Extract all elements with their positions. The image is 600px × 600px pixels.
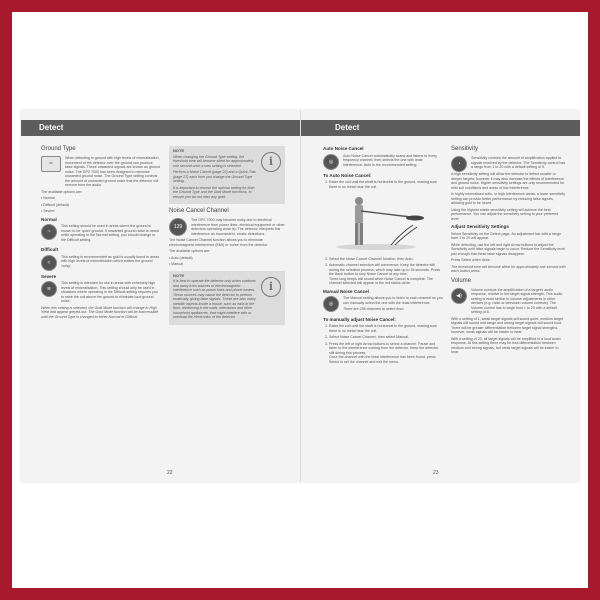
auto-step-3-text: Automatic channel selection will commence. Keep the detector still during the selection process, which may take up to 35 seconds. Press the Back button to stop Noise Cancel at any time. (329, 263, 441, 276)
note1-text2: Perform a Noise Cancel (page 23) and a Quick-Trak (page 27) each time you change the Ground Type setting. (173, 170, 256, 183)
photo-frame (12, 12, 588, 588)
channel-badge-icon: 129 (169, 218, 187, 236)
adjust-text2: While detecting, use the left and right Arrow buttons to adjust the Sensitivity until false signals begin to occur. Reduce the Sensitivity level just enough that these false signals disappear. (451, 242, 565, 256)
volume-text3: With a setting of 20, all target signals will be amplified to a loud audio response. At this setting there may be less differentiation between medium and strong signals, but weak target signals will be easier to hear. (451, 336, 561, 354)
manual-spread (21, 110, 579, 482)
note-ground-type (169, 146, 285, 204)
manual-step-2: 2. Select Noise Cancel Channel, then select Manual. (329, 335, 443, 340)
info-icon: i (261, 277, 281, 297)
auto-noise-title: Auto Noise Cancel (323, 146, 364, 151)
auto-noise-subtitle: To Auto Noise Cancel: (323, 172, 372, 178)
normal-title: Normal (41, 216, 57, 222)
volume-text1: Volume controls the amplification of a target's audio response, relative to the target signal strength. This audio setting is most similar to volume adjustments in other devices (e.g. radio or television volume controls). The Volume control has a range from 1 to 20 with a default setting of 8. (471, 287, 563, 314)
note-label: NOTE (173, 148, 185, 153)
adjust-italic: The threshold tone will become silent for approximately one second with each button press. (451, 264, 566, 273)
right-column-1 (323, 146, 443, 366)
option-difficult: • Difficult (default) (41, 202, 70, 207)
noise-cancel-channel-title: Noise Cancel Channel (169, 208, 229, 214)
auto-noise-icon: ◎ (323, 154, 339, 170)
left-header-title: Detect (39, 123, 64, 132)
manual-noise-text: The Manual setting allows you to listen to each channel so you can manually select the one with the least interference. (343, 296, 443, 305)
volume-text2: With a setting of 1, weak target signals will sound quiet, medium target signals will sound mid-range and strong target signals will sound loud. There will be greater differentiation between target signal strengths, however, weak signals will be harder to hear. (451, 316, 564, 334)
adjust-sensitivity-title: Adjust Sensitivity Settings (451, 224, 509, 229)
ground-type-title: Ground Type (41, 146, 76, 152)
note1-text3: It is important to choose the optimal setting for both the Ground Type and the Gold Mode functions, to ensure you do not miss any gold. (173, 185, 255, 199)
note1-text1: When changing the Ground Type setting, the threshold tone will become silent for approximately one second once a new setting is selected. (173, 154, 254, 168)
page-number-left: 22 (167, 470, 173, 476)
option-severe: • Severe (41, 209, 55, 213)
severe-italic: When this setting is selected, the Gold Mode function will change to High Yield and appear greyed-out. The Gold Mode function will be inaccessible until the Ground Type is changed to either Normal or Difficult. (41, 305, 159, 319)
severe-title: Severe (41, 273, 57, 279)
info-icon: i (261, 152, 281, 172)
auto-step-3 (329, 263, 443, 286)
ground-type-icon: ≈ (41, 156, 61, 172)
right-header-title: Detect (335, 123, 360, 132)
volume-title: Volume (451, 277, 472, 284)
right-page (300, 110, 580, 482)
manual-noise-icon: ◎ (323, 296, 339, 312)
page-number-right: 23 (433, 470, 439, 476)
noise-channel-options-intro: The available options are: (169, 249, 211, 253)
manual-noise-title: Manual Noise Cancel (323, 288, 369, 294)
option-auto: • Auto (default) (169, 255, 193, 260)
sensitivity-text1: Sensitivity controls the amount of amplification applied to signals received by the detector. The Sensitivity control has a range from 1 to 20 with a default setting of 9. (471, 156, 566, 169)
difficult-ground-icon: ≈ (41, 255, 57, 271)
left-page (21, 110, 300, 482)
volume-icon: ◀) (451, 288, 467, 304)
right-column-2 (451, 146, 567, 357)
detector-user-illustration (331, 193, 427, 251)
sensitivity-text3: In highly mineralised soils, or high interference areas, a lower sensitivity setting can provide better performance by reducing false signals, allowing gold to be heard. (451, 192, 566, 205)
auto-step-3b-text: Three long beeps will sound when Noise Cancel is complete. The channel selected will appear in the red status circle. (329, 276, 434, 285)
manual-step-3 (329, 342, 443, 365)
option-normal: • Normal (41, 196, 55, 200)
normal-text: This setting should be used in areas where the ground is known to be 'quiet' ground. If unwanted ground noise is heard while operating in the Normal setting, you should change to the Difficult setting. (61, 224, 159, 242)
noise-channel-text2: The Noise Cancel Channel function allows you to eliminate electromagnetic interference (EMI) or 'noise' from the detector. (169, 238, 269, 247)
auto-noise-text: Auto Noise Cancel automatically scans and listens to every frequency channel, then selects the one with least interference. Auto is the recommended setting. (343, 153, 438, 167)
difficult-title: Difficult (41, 247, 59, 252)
left-header (21, 120, 300, 136)
sensitivity-icon: ◔ (451, 156, 467, 172)
sensitivity-text2: A high sensitivity setting will allow the detector to detect smaller or deeper targets; however it may also increase the effects of interference and ground noise. Higher sensitivity settings are only recommended for mild soil conditions and areas of low interference. (451, 172, 565, 190)
noise-channel-text1: The GPZ 7000 may become noisy due to electrical interference from power lines, electrical equipment or other detectors operating close by. The detector interprets this interference as inconsistent, erratic detections. (191, 218, 285, 236)
ground-type-text: When detecting in ground with high levels of mineralisation, movement of the detector over the ground can produce false signals. These unwanted signals are known as ground noise. The GPZ 7000 has been designed to minimise unwanted ground noise. The Ground Type setting controls the amount of unwanted ground noise that the detector will remove from the audio. (65, 156, 161, 187)
auto-step-2: 2. Select the Noise Cancel Channel function, then Auto. (329, 257, 443, 262)
right-header (301, 120, 580, 136)
adjust-text3: Press Select when done. (451, 258, 491, 262)
manual-noise-italic: There are 256 channels to select from. (343, 307, 405, 311)
manual-step-3-text: Press the left or right Arrow buttons to select a channel. Pause and listen to the interference coming from the detector. Keep the detector still during this process. (329, 341, 439, 355)
left-column-2 (169, 146, 285, 329)
sensitivity-title: Sensitivity (451, 146, 479, 152)
difficult-text: This setting is recommended as gold is usually found in areas with high levels of mineralisation which makes the ground 'noisy'. (61, 254, 160, 268)
severe-text: This setting is intended for use in areas with extremely high levels of mineralisation. This setting should only be used in situations where operating in the Difficult setting requires you to raise the coil above the ground to eliminate loud ground noise. (61, 281, 158, 303)
note-interference (169, 271, 285, 325)
note-label: NOTE (173, 272, 185, 278)
note2-text: It is best to operate the detector only when outdoors and away from sources of electromagnetic interference such as power lines and phone towers. These sources may cause the detector to perform erratically, giving false signals. These are also many metallic objects inside a house, such as nails in the floor, reinforcing in the walls, televisions and other household appliances, that might interfere with or overload the electronics of the detector. (173, 279, 256, 319)
option-manual: • Manual (169, 262, 184, 266)
auto-step-1: 1. Raise the coil until the shaft is horizontal to the ground, making sure there is no metal near the coil. (329, 180, 443, 189)
normal-ground-icon: ~ (41, 224, 57, 240)
left-column-1 (41, 146, 161, 321)
ground-type-options-intro: The available options are: (41, 189, 83, 194)
adjust-text1: Select Sensitivity on the Detect page. An adjustment bar with a range from 1 to 20 will appear. (451, 231, 562, 240)
manual-step-3b-text: Once the channel with the least interference has been found, press Select to set the channel and exit the menu. (329, 355, 436, 364)
sensitivity-text4: Using the highest stable sensitivity setting will achieve the best performance. You can adjust the sensitivity setting to your preferred level. (451, 207, 559, 221)
manual-step-1: 1. Raise the coil until the shaft is horizontal to the ground, making sure there is no metal near the coil. (329, 324, 443, 333)
severe-ground-icon: ≋ (41, 281, 57, 297)
manual-noise-subtitle: To manually adjust Noise Cancel: (323, 316, 396, 322)
